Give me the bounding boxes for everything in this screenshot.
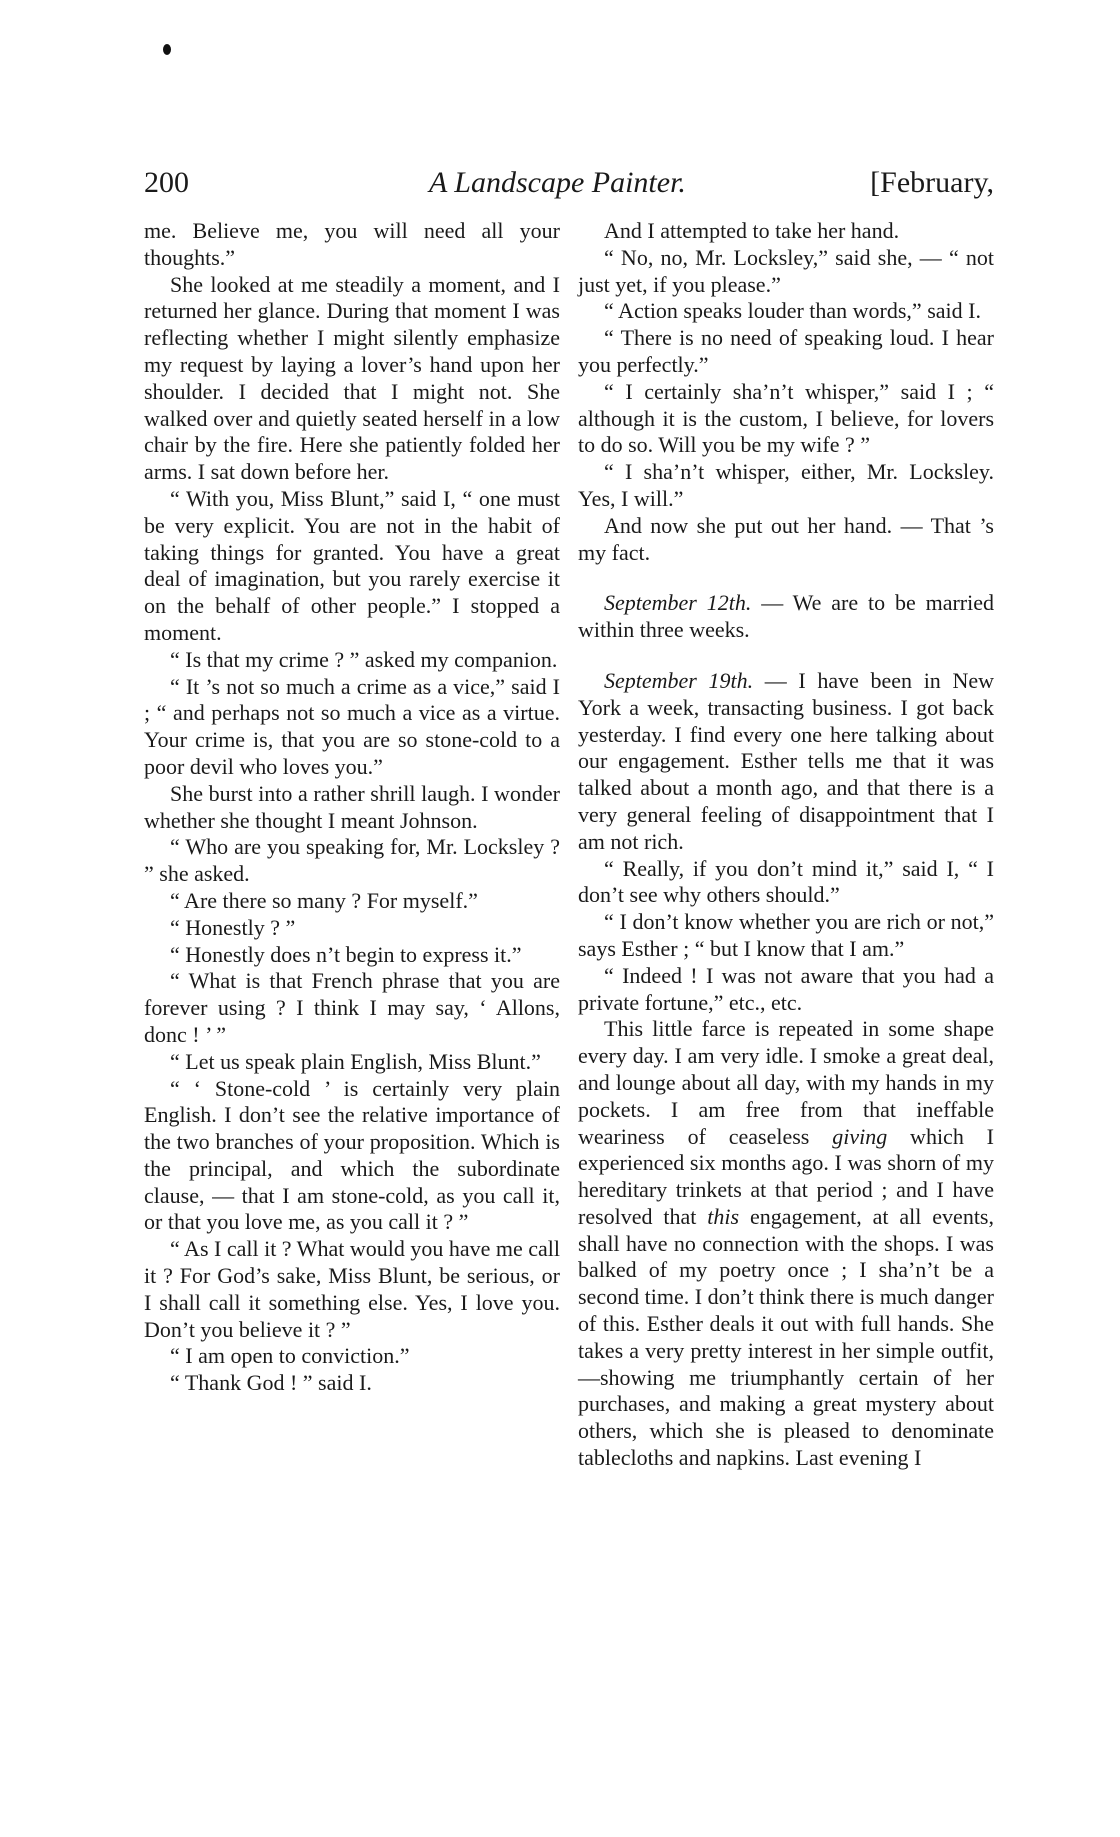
paragraph: She burst into a rather shrill laugh. I wonder whether she thought I meant Johnson. <box>144 780 560 833</box>
diary-entry <box>578 590 994 644</box>
paragraph: “ ‘ Stone-cold ’ is certainly very plain English. I don’t see the relative importance of the two branches of your proposition. Which is the principal, and which the subordinate clause, — that I am stone-cold, as you call it, or that you love me, as you call it ? ” <box>144 1075 560 1235</box>
left-column <box>144 218 560 1397</box>
paragraph <box>578 1016 994 1472</box>
paragraph: “ Who are you speaking for, Mr. Locksley ? ” she asked. <box>144 834 560 887</box>
text-run: engagement, at all events, shall have no connection with the shops. I was balked of my poetry once ; I sha’n’t be a second time. I don’t think there is much danger of this. Esther deals it out with full hands. She takes a very pretty interest in her simple outfit,—showing me triumphantly certain of her purchases, and making a great mystery about others, which she is pleased to denominate tablecloths and napkins. Last evening I <box>578 1203 994 1471</box>
paragraph: “ Honestly ? ” <box>170 914 296 940</box>
paragraph: “ As I call it ? What would you have me call it ? For God’s sake, Miss Blunt, be serious, or I shall call it something else. Yes, I love you. Don’t you believe it ? ” <box>144 1236 560 1342</box>
emphasis-this: this <box>707 1203 740 1229</box>
month-label: [February, <box>870 166 994 199</box>
paragraph: And I attempted to take her hand. <box>604 218 900 243</box>
paragraph: “ With you, Miss Blunt,” said I, “ one must be very explicit. You are not in the habit of taking things for granted. You have a great deal of imagination, but you rarely exercise it on the behalf of other people.” I stopped a moment. <box>144 485 560 645</box>
paragraph: “ Let us speak plain English, Miss Blunt.” <box>170 1048 541 1074</box>
paragraph: “ Really, if you don’t mind it,” said I, “ I don’t see why others should.” <box>578 855 994 908</box>
paragraph: “ I certainly sha’n’t whisper,” said I ; “ although it is the custom, I believe, for lovers to do so. Will you be my wife ? ” <box>578 378 994 458</box>
paragraph: “ Is that my crime ? ” asked my companion. <box>170 646 558 672</box>
paragraph: “ Honestly does n’t begin to express it.” <box>170 941 522 967</box>
paragraph: “ Indeed ! I was not aware that you had a private fortune,” etc., etc. <box>578 962 994 1015</box>
paragraph: “ Are there so many ? For myself.” <box>170 887 478 913</box>
entry-text: — We are to be married within three weeks. <box>578 590 994 643</box>
text-run: which I experienced six months ago. I was shorn of my hereditary trinkets at that period ; and I have resolved that <box>578 1123 994 1229</box>
paragraph: me. Believe me, you will need all your thoughts.” <box>144 218 560 270</box>
running-header <box>144 163 994 203</box>
entry-date: September 19th. <box>604 667 754 693</box>
entry-date: September 12th. <box>604 590 752 616</box>
ink-dot <box>163 44 171 55</box>
emphasis-giving: giving <box>832 1123 888 1149</box>
paragraph: “ I don’t know whether you are rich or not,” says Esther ; “ but I know that I am.” <box>578 909 994 961</box>
text-run: This little farce is repeated in some shape every day. I am very idle. I smoke a great deal, and lounge about all day, with my hands in my pockets. I am free from that ineffable weariness of ceaseless <box>578 1016 994 1149</box>
paragraph: She looked at me steadily a moment, and I returned her glance. During that moment I was reflecting whether I might silently emphasize my request by laying a lover’s hand upon her shoulder. I decided that I might not. She walked over and quietly seated herself in a low chair by the fire. Here she patiently folded her arms. I sat down before her. <box>144 271 560 485</box>
paragraph: “ I am open to conviction.” <box>170 1343 410 1369</box>
right-column <box>578 218 994 1472</box>
paragraph: “ I sha’n’t whisper, either, Mr. Locksley. Yes, I will.” <box>578 459 994 511</box>
paragraph: “ It ’s not so much a crime as a vice,” said I ; “ and perhaps not so much a vice as a virtue. Your crime is, that you are so stone-cold to a poor devil who loves you.” <box>144 673 560 779</box>
diary-entry <box>578 668 994 856</box>
paragraph: “ No, no, Mr. Locksley,” said she, — “ not just yet, if you please.” <box>578 244 994 297</box>
paragraph: And now she put out her hand. — That ’s my fact. <box>578 512 994 565</box>
running-title: A Landscape Painter. <box>429 166 686 199</box>
entry-text: — I have been in New York a week, transacting business. I got back yesterday. I find every one here talking about our engagement. Esther tells me that it was talked about a month ago, and that there is a very general feeling of disappointment that I am not rich. <box>578 667 994 854</box>
paragraph: “ Thank God ! ” said I. <box>170 1370 372 1396</box>
page-number: 200 <box>144 166 189 199</box>
paragraph: “ Action speaks louder than words,” said I. <box>604 298 981 324</box>
paragraph: “ There is no need of speaking loud. I hear you perfectly.” <box>578 325 994 377</box>
paragraph: “ What is that French phrase that you are forever using ? I think I may say, ‘ Allons, donc ! ’ ” <box>144 968 560 1047</box>
